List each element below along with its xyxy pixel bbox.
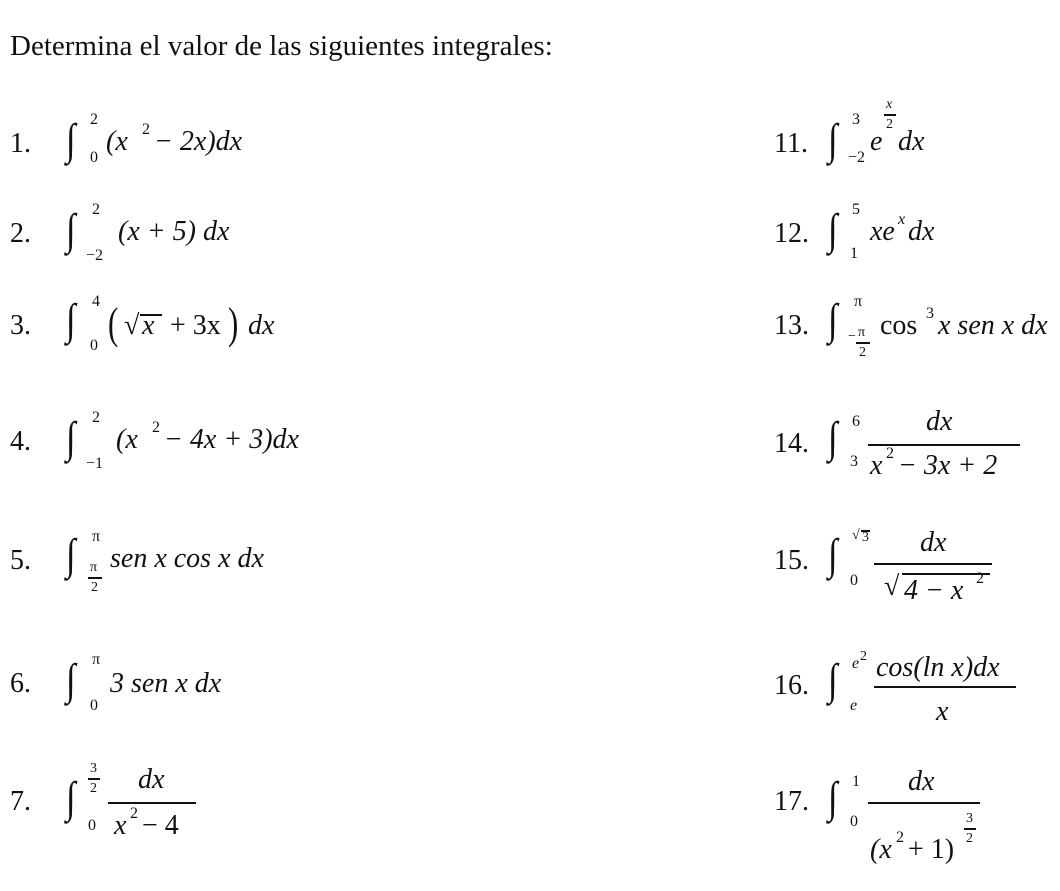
upper-limit-sqrt: √ [852, 528, 860, 543]
upper-limit: π [92, 528, 101, 545]
integrand: (x [116, 424, 138, 455]
problem-number: 12. [774, 218, 809, 249]
lower-limit-num: π [858, 325, 866, 340]
upper-limit-den: 2 [90, 781, 97, 796]
outer-exponent-num: 3 [966, 811, 973, 826]
integral-sign: ∫ [66, 413, 76, 462]
differential: dx [908, 216, 935, 247]
denominator: x [936, 696, 949, 727]
integrand: sen x cos x dx [110, 543, 264, 574]
lower-limit: 3 [850, 453, 858, 470]
differential: dx [898, 126, 925, 157]
lower-limit-den: 2 [859, 345, 866, 360]
numerator: dx [920, 527, 947, 558]
lower-limit: 0 [850, 813, 858, 830]
upper-limit: 3 [852, 111, 860, 128]
upper-limit: 4 [92, 293, 100, 310]
lower-limit: 0 [90, 149, 98, 166]
problem-number: 2. [10, 218, 31, 249]
fraction-bar [868, 802, 980, 804]
lower-limit: 0 [88, 817, 96, 834]
problem-number: 5. [10, 545, 31, 576]
denominator-rest: − 3x + 2 [898, 450, 998, 481]
upper-limit: 1 [852, 773, 860, 790]
upper-limit: 2 [92, 409, 100, 426]
radicand: x [142, 310, 155, 341]
exponent: 2 [130, 805, 138, 822]
problem-13 [0, 290, 1060, 380]
upper-limit: π [854, 293, 863, 310]
integrand-rest: − 2x)dx [154, 126, 243, 157]
exponent-den: 2 [886, 117, 893, 132]
integral-sign: ∫ [66, 115, 76, 164]
integrand: cos [880, 310, 918, 341]
integral-sign: ∫ [66, 773, 76, 822]
problem-number: 14. [774, 428, 809, 459]
numerator: dx [908, 766, 935, 797]
integral-sign: ∫ [66, 205, 76, 254]
exponent: 2 [886, 445, 894, 462]
problem-number: 6. [10, 668, 31, 699]
denominator: x [114, 810, 127, 841]
lower-limit: e [850, 697, 858, 714]
upper-limit: 5 [852, 201, 860, 218]
denominator: (x [870, 834, 892, 865]
denominator-rest: + 1) [908, 834, 955, 865]
fraction-bar [856, 342, 870, 344]
problem-14 [0, 408, 1060, 498]
radicand: 4 − x [904, 575, 964, 606]
integrand: 3 sen x dx [110, 668, 222, 699]
base: e [870, 126, 883, 157]
integral-sign: ∫ [828, 115, 838, 164]
lower-limit: −1 [86, 455, 104, 472]
lower-limit-num: π [90, 560, 98, 575]
outer-exponent-den: 2 [966, 831, 973, 846]
numerator: dx [926, 406, 953, 437]
problem-number: 7. [10, 786, 31, 817]
upper-limit: 6 [852, 413, 860, 430]
integral-sign: ∫ [828, 413, 838, 462]
integrand: + 3x [170, 310, 221, 341]
problem-17 [0, 760, 1060, 865]
problem-number: 3. [10, 310, 31, 341]
problem-11 [0, 97, 1060, 200]
right-paren: ) [228, 299, 239, 348]
problem-16 [0, 650, 1060, 740]
exponent: x [898, 211, 906, 228]
problem-number: 13. [774, 310, 809, 341]
numerator: cos(ln x)dx [876, 652, 1000, 683]
sqrt-sign: √ [884, 571, 900, 602]
exponent: 2 [976, 570, 984, 587]
integral-sign: ∫ [66, 655, 76, 704]
problem-number: 4. [10, 426, 31, 457]
integral-sign: ∫ [66, 295, 76, 344]
left-paren: ( [108, 299, 119, 348]
sqrt-sign: √ [124, 310, 140, 341]
fraction-bar [874, 686, 1016, 688]
fraction-bar [874, 563, 992, 565]
differential: dx [248, 310, 275, 341]
upper-limit-exp: 2 [860, 649, 867, 664]
integral-sign: ∫ [828, 295, 838, 344]
integral-sign: ∫ [828, 655, 838, 704]
exponent-num: x [886, 97, 893, 112]
integrand-rest: − 4x + 3)dx [164, 424, 299, 455]
problem-number: 1. [10, 128, 31, 159]
problem-number: 11. [774, 128, 808, 159]
upper-limit: 2 [90, 111, 98, 128]
problem-number: 17. [774, 786, 809, 817]
integral-sign: ∫ [828, 773, 838, 822]
exponent: 2 [142, 121, 150, 138]
integral-sign: ∫ [828, 530, 838, 579]
exponent: 2 [152, 419, 160, 436]
lower-limit: −2 [848, 149, 866, 166]
integrand: xe [870, 216, 895, 247]
lower-limit-sign: − [848, 329, 856, 344]
upper-limit-base: e [852, 655, 860, 672]
integral-sign: ∫ [66, 530, 76, 579]
lower-limit: 1 [850, 245, 858, 262]
page-title: Determina el valor de las siguientes integrales: [10, 30, 553, 62]
exponent: 2 [896, 829, 904, 846]
lower-limit: 0 [90, 697, 98, 714]
problem-number: 16. [774, 670, 809, 701]
lower-limit-den: 2 [91, 580, 98, 595]
denominator-rest: − 4 [142, 810, 179, 841]
lower-limit: 0 [90, 337, 98, 354]
lower-limit: 0 [850, 572, 858, 589]
problem-number: 15. [774, 545, 809, 576]
exponent: 3 [926, 305, 934, 322]
integrand: (x + 5) dx [118, 216, 230, 247]
denominator: x [870, 450, 883, 481]
upper-limit: π [92, 651, 101, 668]
numerator: dx [138, 764, 165, 795]
problem-12 [0, 200, 1060, 290]
fraction-bar [884, 114, 896, 116]
upper-limit-radicand: 3 [862, 530, 869, 545]
integral-sign: ∫ [828, 205, 838, 254]
lower-limit: −2 [86, 247, 104, 264]
integrand: (x [106, 126, 128, 157]
integrand-rest: x sen x dx [938, 310, 1048, 341]
upper-limit: 2 [92, 201, 100, 218]
problem-15 [0, 525, 1060, 615]
fraction-bar [964, 828, 976, 830]
upper-limit-num: 3 [90, 761, 97, 776]
